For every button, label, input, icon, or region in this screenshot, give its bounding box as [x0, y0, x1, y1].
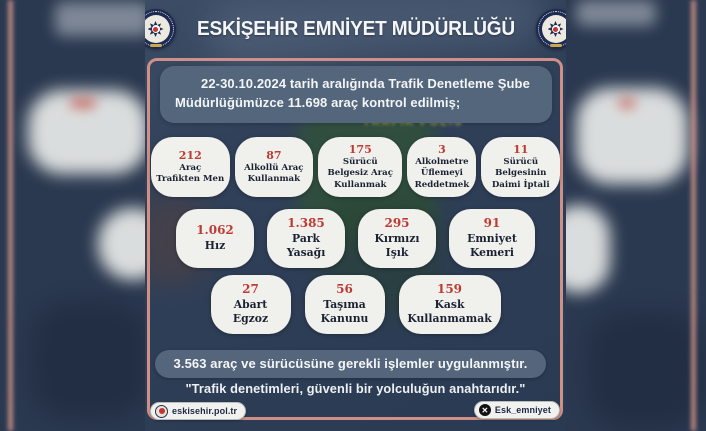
- blurred-left-panel: [0, 0, 145, 431]
- blurred-accent-line: [8, 0, 13, 431]
- stat-label: Alkolmetre Üflemeyi Reddetmek: [414, 157, 470, 190]
- stat-label: Araç Trafikten Men: [156, 162, 225, 185]
- header: [145, 0, 566, 58]
- blurred-bubble-blob: [566, 205, 610, 293]
- stat-row-2: [151, 209, 560, 268]
- stat-bubble: [151, 137, 230, 197]
- stat-bubble: [358, 209, 436, 268]
- stat-label: Park Yasağı: [286, 231, 326, 260]
- twitter-pill[interactable]: [474, 401, 560, 419]
- stat-bubble: [407, 137, 476, 197]
- summary-text: 3.563 araç ve sürücüsüne gerekli işlemler uygulanmıştır.: [173, 356, 528, 371]
- intro-box: [160, 66, 552, 123]
- stat-value: 91: [483, 216, 501, 230]
- twitter-label: Esk_emniyet: [494, 405, 551, 415]
- stat-value: 1.062: [196, 223, 234, 238]
- stat-bubble: [481, 137, 560, 197]
- blurred-number-blob: [70, 98, 96, 108]
- stat-bubble: [235, 137, 314, 197]
- stat-bubble: [305, 275, 385, 334]
- blurred-shadow-blob: [30, 300, 145, 420]
- stat-value: 11: [513, 143, 529, 156]
- stat-label: Emniyet Kemeri: [467, 231, 517, 260]
- stat-label: Abart Egzoz: [232, 297, 269, 326]
- stat-label: Kask Kullanmamak: [407, 297, 492, 326]
- stat-label: Taşıma Kanunu: [320, 297, 369, 326]
- summary-pill: [155, 350, 546, 378]
- police-mini-emblem-icon: [155, 405, 168, 418]
- blurred-bubble-blob: [98, 208, 145, 280]
- x-twitter-icon: ✕: [479, 404, 491, 416]
- stat-value: 1.385: [287, 216, 325, 230]
- stat-bubble: [176, 209, 254, 268]
- stat-value: 212: [178, 148, 202, 162]
- stat-label: Alkollü Araç Kullanmak: [244, 162, 304, 185]
- quote-text: "Trafik denetimleri, güvenli bir yolculuğun anahtarıdır.": [185, 381, 526, 396]
- blurred-text-remnant: [55, 2, 145, 36]
- stat-bubble: [318, 137, 402, 197]
- blurred-text-remnant: [576, 0, 656, 26]
- stat-value: 159: [436, 282, 463, 296]
- stat-label: Kırmızı Işık: [374, 231, 420, 260]
- stat-row-3: [151, 275, 560, 334]
- stat-value: 56: [336, 282, 353, 296]
- stat-label: Sürücü Belgesiz Araç Kullanmak: [327, 157, 393, 190]
- stat-value: 3: [438, 143, 446, 156]
- stat-bubble: [211, 275, 291, 334]
- stat-value: 175: [348, 143, 372, 156]
- website-label: eskisehir.pol.tr: [172, 406, 238, 416]
- police-emblem-icon: [145, 9, 176, 49]
- blurred-number-blob: [618, 98, 636, 108]
- page-title: ESKİŞEHİR EMNİYET MÜDÜRLÜĞÜ: [196, 17, 515, 40]
- stat-value: 27: [242, 282, 259, 296]
- blurred-accent-line: [691, 0, 696, 431]
- stat-row-1: [151, 137, 560, 197]
- blurred-shadow-blob: [586, 310, 706, 430]
- stat-label: Sürücü Belgesinin Daimi İptali: [491, 157, 550, 190]
- stat-value: 87: [266, 148, 282, 162]
- police-emblem-icon: [536, 9, 567, 49]
- stat-bubble: [449, 209, 535, 268]
- stat-bubble: [399, 275, 501, 334]
- stat-bubble: [267, 209, 345, 268]
- blurred-right-panel: [566, 0, 706, 431]
- website-pill[interactable]: [150, 402, 246, 420]
- stat-value: 295: [384, 216, 410, 230]
- stat-label: Hız: [204, 238, 226, 252]
- intro-text: 22-30.10.2024 tarih aralığında Trafik Denetleme Şube Müdürlüğümüzce 11.698 araç kontrol edilmiş;: [175, 76, 530, 110]
- infographic-content: [145, 0, 566, 431]
